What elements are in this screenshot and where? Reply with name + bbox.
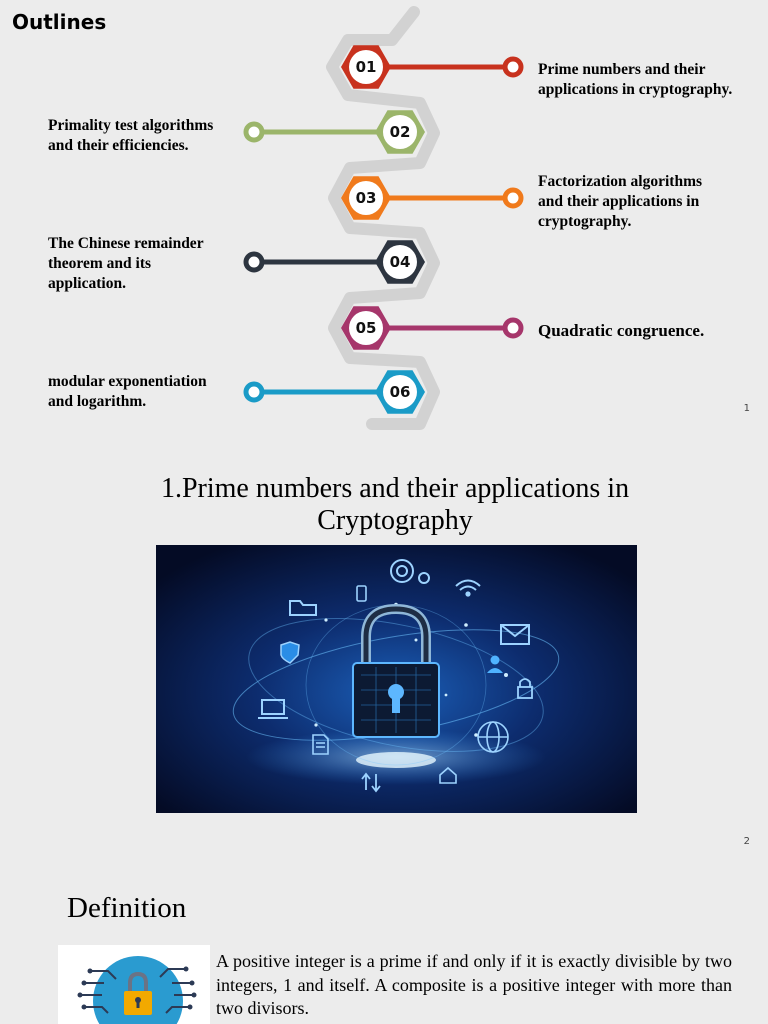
connector-end-dot bbox=[505, 320, 521, 336]
outline-item-01-line-2: applications in cryptography. bbox=[538, 81, 733, 98]
timeline-item-04 bbox=[246, 240, 425, 283]
outline-item-03-line-1: Factorization algorithms bbox=[538, 173, 703, 190]
outline-item-03-line-3: cryptography. bbox=[538, 213, 632, 230]
outline-item-04-line-2: theorem and its bbox=[48, 255, 152, 272]
outline-item-04-line-1: The Chinese remainder bbox=[48, 235, 204, 252]
slide-title: Outlines bbox=[12, 10, 107, 34]
timeline-item-01 bbox=[341, 45, 521, 88]
slide-definition bbox=[0, 866, 768, 1024]
badge-number: 04 bbox=[389, 253, 411, 271]
timeline-item-05 bbox=[341, 306, 521, 349]
outline-item-03-line-2: and their applications in bbox=[538, 193, 700, 210]
outline-item-02-text bbox=[48, 116, 213, 156]
connector-end-dot bbox=[246, 384, 262, 400]
slide-prime-numbers bbox=[0, 433, 768, 866]
outline-item-06-line-1: modular exponentiation bbox=[48, 373, 207, 390]
outline-item-04-line-3: application. bbox=[48, 275, 126, 292]
slide-title: Definition bbox=[67, 892, 187, 924]
page-number: 1 bbox=[743, 403, 750, 414]
outline-item-06-text bbox=[48, 372, 207, 412]
connector-end-dot bbox=[246, 124, 262, 140]
outline-item-02-line-1: Primality test algorithms bbox=[48, 117, 214, 134]
outline-item-06-line-2: and logarithm. bbox=[48, 393, 147, 410]
slide-outlines bbox=[0, 0, 768, 433]
definition-text: A positive integer is a prime if and only if it is exactly divisible by two integers, 1 and itself. A composite is a positive integer with more than two divisors. bbox=[216, 951, 732, 1018]
connector-end-dot bbox=[246, 254, 262, 270]
outline-item-05-line-1: Quadratic congruence. bbox=[538, 321, 705, 340]
badge-number: 01 bbox=[355, 58, 377, 76]
outline-item-05-text bbox=[538, 321, 704, 341]
circuit-lock-image bbox=[58, 945, 210, 1024]
timeline-item-06 bbox=[246, 370, 425, 413]
outline-item-02-line-2: and their efficiencies. bbox=[48, 137, 189, 154]
connector-end-dot bbox=[505, 190, 521, 206]
badge-number: 02 bbox=[389, 123, 411, 141]
outline-item-03-text bbox=[538, 172, 702, 232]
timeline-item-02 bbox=[246, 110, 425, 153]
badge-number: 06 bbox=[389, 383, 411, 401]
timeline-item-03 bbox=[341, 176, 521, 219]
connector-end-dot bbox=[505, 59, 521, 75]
outline-item-01-line-1: Prime numbers and their bbox=[538, 61, 706, 78]
badge-number: 05 bbox=[355, 319, 377, 337]
cybersecurity-lock-image bbox=[156, 545, 637, 813]
page-number: 2 bbox=[743, 836, 750, 847]
badge-number: 03 bbox=[355, 189, 377, 207]
slide-title: 1.Prime numbers and their applications in Cryptography bbox=[160, 473, 630, 536]
outline-item-04-text bbox=[48, 234, 204, 294]
outline-item-01-text bbox=[538, 60, 732, 100]
